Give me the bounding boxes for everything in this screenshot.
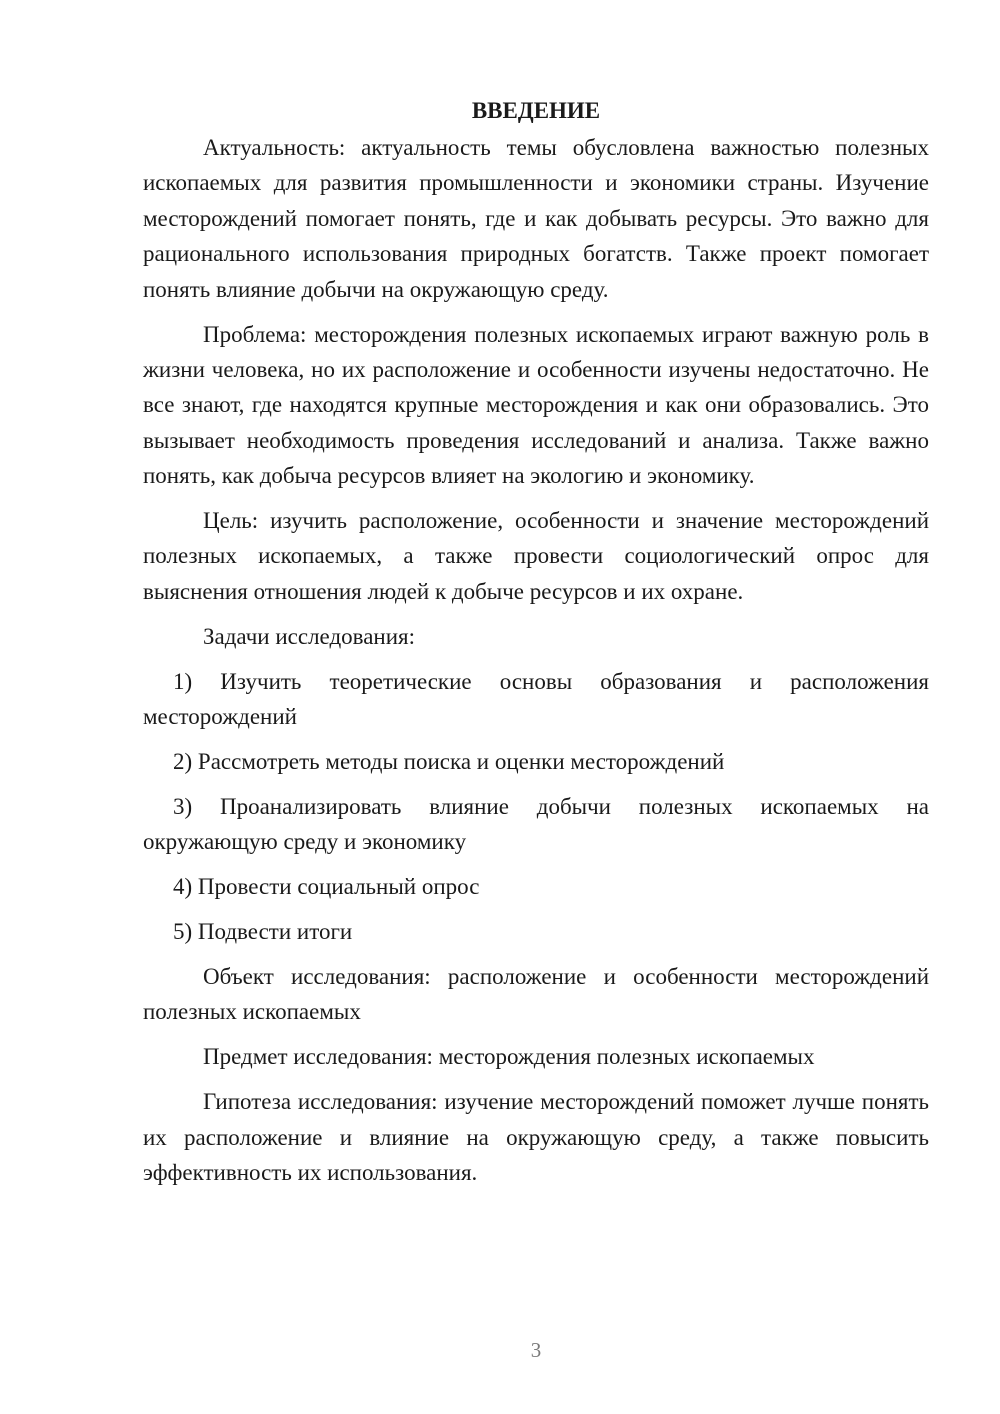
task-item-4: 4) Провести социальный опрос xyxy=(173,874,480,900)
task-item-3: 3) Проанализировать влияние добычи полезных ископаемых на окружающую среду и экономику xyxy=(143,793,929,855)
task-item-1: 1) Изучить теоретические основы образования и расположения месторождений xyxy=(143,668,929,730)
paragraph-hypothesis: Гипотеза исследования: изучение месторождений поможет лучше понять их расположение и влияние на окружающую среду, а также повысить эффективность их использования. xyxy=(143,1089,929,1186)
paragraph-object: Объект исследования: расположение и особенности месторождений полезных ископаемых xyxy=(143,964,929,1025)
task-item-2: 2) Рассмотреть методы поиска и оценки месторождений xyxy=(173,749,725,774)
paragraph-problem: Проблема: месторождения полезных ископаемых играют важную роль в жизни человека, но их расположение и особенности изучены недостаточно. Не все знают, где находятся крупные месторождения и как они образовались. Это вызывает необходимость проведения исследований и анализа. Также важно понять, как добыча ресурсов влияет на экологию и экономику. xyxy=(143,321,929,489)
section-title: ВВЕДЕНИЕ xyxy=(471,98,601,123)
paragraph-subject: Предмет исследования: месторождения полезных ископаемых xyxy=(203,1044,815,1070)
paragraph-relevance: Актуальность: актуальность темы обусловлена важностью полезных ископаемых для развития промышленности и экономики страны. Изучение месторождений помогает понять, где и как добывать ресурсы. Это важно для рационального использования природных богатств. Также проект помогает понять влияние добычи на окружающую среду. xyxy=(143,135,929,302)
paragraph-tasks-heading: Задачи исследования: xyxy=(203,623,416,649)
paragraph-goal: Цель: изучить расположение, особенности и значение месторождений полезных ископаемых, а также провести социологический опрос для выяснения отношения людей к добыче ресурсов и их охране. xyxy=(143,508,929,604)
task-item-5: 5) Подвести итоги xyxy=(173,919,353,945)
page-content xyxy=(143,93,929,1200)
page-number: 3 xyxy=(530,1338,542,1362)
